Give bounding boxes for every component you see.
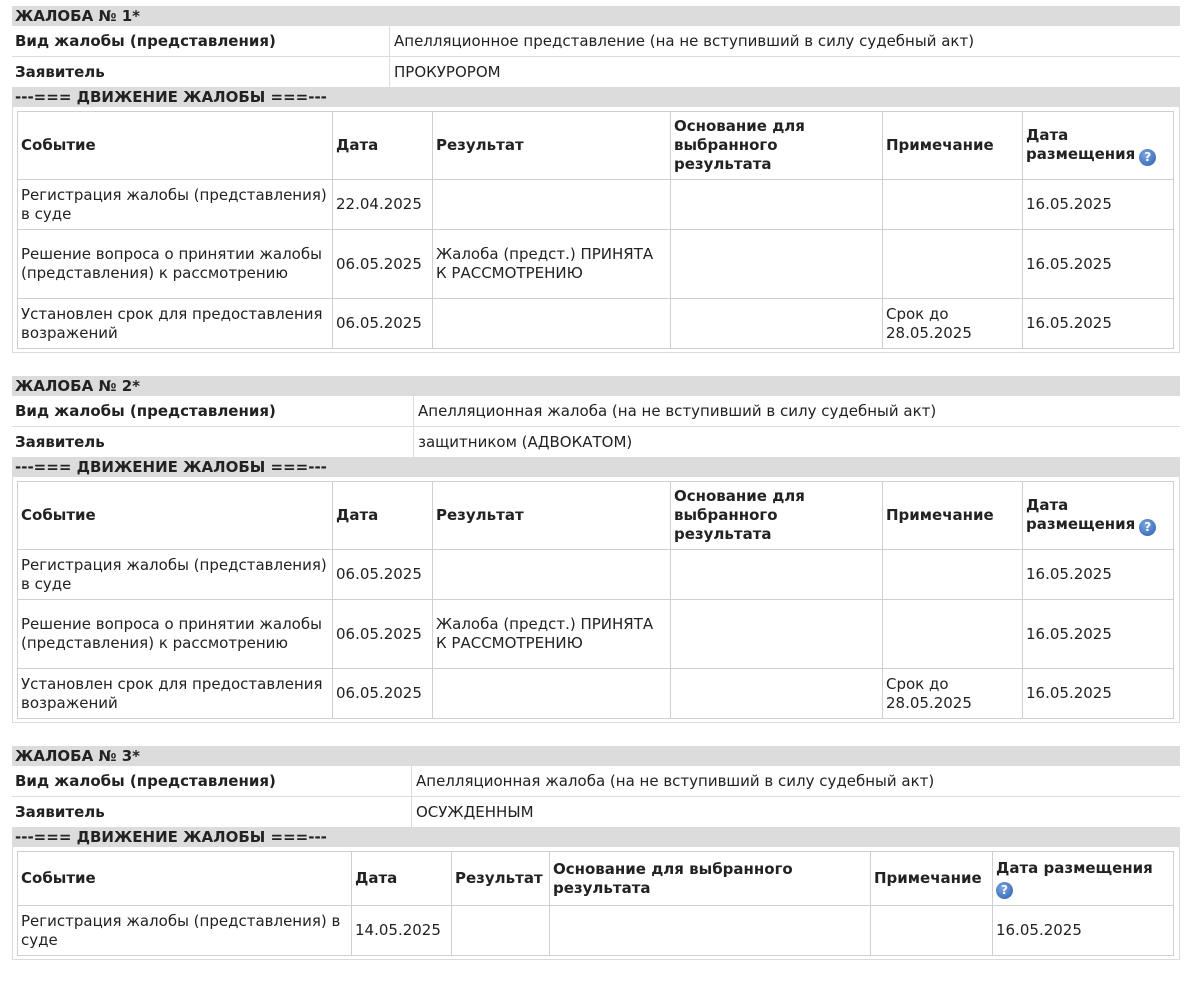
events-table-wrap <box>12 847 1180 960</box>
col-posted <box>1023 482 1174 550</box>
applicant-label: Заявитель <box>12 57 390 87</box>
events-table-wrap <box>12 107 1180 353</box>
complaint-type-value: Апелляционная жалоба (на не вступивший в силу судебный акт) <box>418 402 937 420</box>
cell-posted: 16.05.2025 <box>993 906 1174 956</box>
cell-basis <box>671 600 883 669</box>
col-event: Событие <box>18 112 333 180</box>
question-circle-icon[interactable]: ? <box>1139 149 1156 166</box>
cell-result <box>433 669 671 719</box>
table-header-row <box>18 482 1174 550</box>
table-row <box>18 230 1174 299</box>
applicant-value: ОСУЖДЕННЫМ <box>416 803 534 821</box>
cell-event: Решение вопроса о принятии жалобы (представления) к рассмотрению <box>18 600 333 669</box>
col-date: Дата <box>333 482 433 550</box>
table-row <box>18 600 1174 669</box>
cell-note <box>883 180 1023 230</box>
cell-date: 06.05.2025 <box>333 669 433 719</box>
cell-date: 06.05.2025 <box>333 550 433 600</box>
col-note: Примечание <box>871 852 993 906</box>
cell-note <box>883 550 1023 600</box>
cell-event: Установлен срок для предоставления возражений <box>18 299 333 349</box>
cell-posted: 16.05.2025 <box>1023 600 1174 669</box>
cell-result: Жалоба (предст.) ПРИНЯТА К РАССМОТРЕНИЮ <box>433 230 671 299</box>
applicant-row <box>12 797 1180 828</box>
events-table <box>17 111 1174 349</box>
complaint-type-label: Вид жалобы (представления) <box>12 766 412 796</box>
col-result: Результат <box>452 852 550 906</box>
cell-note <box>871 906 993 956</box>
complaint-block-3 <box>12 746 1180 960</box>
cell-note: Срок до 28.05.2025 <box>883 299 1023 349</box>
col-note: Примечание <box>883 482 1023 550</box>
events-table <box>17 851 1174 956</box>
question-circle-icon[interactable]: ? <box>996 882 1013 899</box>
cell-posted: 16.05.2025 <box>1023 299 1174 349</box>
col-basis: Основание для выбранного результата <box>550 852 871 906</box>
applicant-label: Заявитель <box>12 427 414 457</box>
cell-date: 22.04.2025 <box>333 180 433 230</box>
applicant-value: защитником (АДВОКАТОМ) <box>418 433 633 451</box>
cell-posted: 16.05.2025 <box>1023 669 1174 719</box>
complaint-title: ЖАЛОБА № 3* <box>12 746 1180 766</box>
events-table-wrap <box>12 477 1180 723</box>
applicant-value: ПРОКУРОРОМ <box>394 63 501 81</box>
col-date: Дата <box>352 852 452 906</box>
cell-event: Решение вопроса о принятии жалобы (представления) к рассмотрению <box>18 230 333 299</box>
cell-result <box>433 180 671 230</box>
events-table <box>17 481 1174 719</box>
table-row <box>18 299 1174 349</box>
table-header-row <box>18 112 1174 180</box>
table-row <box>18 669 1174 719</box>
cell-date: 06.05.2025 <box>333 230 433 299</box>
cell-basis <box>671 669 883 719</box>
cell-posted: 16.05.2025 <box>1023 550 1174 600</box>
table-row <box>18 180 1174 230</box>
cell-result <box>433 299 671 349</box>
complaint-title: ЖАЛОБА № 1* <box>12 6 1180 26</box>
col-posted-label: Дата размещения <box>1026 495 1136 533</box>
complaint-type-label: Вид жалобы (представления) <box>12 26 390 56</box>
table-header-row <box>18 852 1174 906</box>
movement-title: ---=== ДВИЖЕНИЕ ЖАЛОБЫ ===--- <box>12 88 1180 107</box>
cell-basis <box>550 906 871 956</box>
cell-basis <box>671 299 883 349</box>
table-row <box>18 550 1174 600</box>
cell-basis <box>671 230 883 299</box>
applicant-label: Заявитель <box>12 797 412 827</box>
col-date: Дата <box>333 112 433 180</box>
complaint-title: ЖАЛОБА № 2* <box>12 376 1180 396</box>
col-note: Примечание <box>883 112 1023 180</box>
cell-result <box>452 906 550 956</box>
col-posted <box>993 852 1174 906</box>
complaint-type-label: Вид жалобы (представления) <box>12 396 414 426</box>
complaint-type-row <box>12 26 1180 57</box>
cell-note: Срок до 28.05.2025 <box>883 669 1023 719</box>
col-posted <box>1023 112 1174 180</box>
cell-result: Жалоба (предст.) ПРИНЯТА К РАССМОТРЕНИЮ <box>433 600 671 669</box>
complaint-type-row <box>12 396 1180 427</box>
col-event: Событие <box>18 482 333 550</box>
cell-event: Регистрация жалобы (представления) в суде <box>18 180 333 230</box>
col-basis: Основание для выбранного результата <box>671 482 883 550</box>
cell-posted: 16.05.2025 <box>1023 230 1174 299</box>
cell-note <box>883 600 1023 669</box>
cell-event: Регистрация жалобы (представления) в суде <box>18 906 352 956</box>
applicant-row <box>12 57 1180 88</box>
complaint-type-value: Апелляционное представление (на не вступивший в силу судебный акт) <box>394 32 975 50</box>
applicant-row <box>12 427 1180 458</box>
cell-basis <box>671 180 883 230</box>
col-result: Результат <box>433 112 671 180</box>
cell-event: Установлен срок для предоставления возражений <box>18 669 333 719</box>
col-posted-label: Дата размещения <box>996 858 1153 877</box>
cell-note <box>883 230 1023 299</box>
table-row <box>18 906 1174 956</box>
cell-date: 06.05.2025 <box>333 299 433 349</box>
col-posted-label: Дата размещения <box>1026 125 1136 163</box>
complaint-block-1 <box>12 6 1180 353</box>
col-result: Результат <box>433 482 671 550</box>
complaint-block-2 <box>12 376 1180 723</box>
complaint-type-value: Апелляционная жалоба (на не вступивший в силу судебный акт) <box>416 772 935 790</box>
cell-event: Регистрация жалобы (представления) в суде <box>18 550 333 600</box>
question-circle-icon[interactable]: ? <box>1139 519 1156 536</box>
cell-date: 06.05.2025 <box>333 600 433 669</box>
col-basis: Основание для выбранного результата <box>671 112 883 180</box>
cell-posted: 16.05.2025 <box>1023 180 1174 230</box>
cell-result <box>433 550 671 600</box>
col-event: Событие <box>18 852 352 906</box>
cell-date: 14.05.2025 <box>352 906 452 956</box>
complaint-type-row <box>12 766 1180 797</box>
movement-title: ---=== ДВИЖЕНИЕ ЖАЛОБЫ ===--- <box>12 828 1180 847</box>
movement-title: ---=== ДВИЖЕНИЕ ЖАЛОБЫ ===--- <box>12 458 1180 477</box>
cell-basis <box>671 550 883 600</box>
